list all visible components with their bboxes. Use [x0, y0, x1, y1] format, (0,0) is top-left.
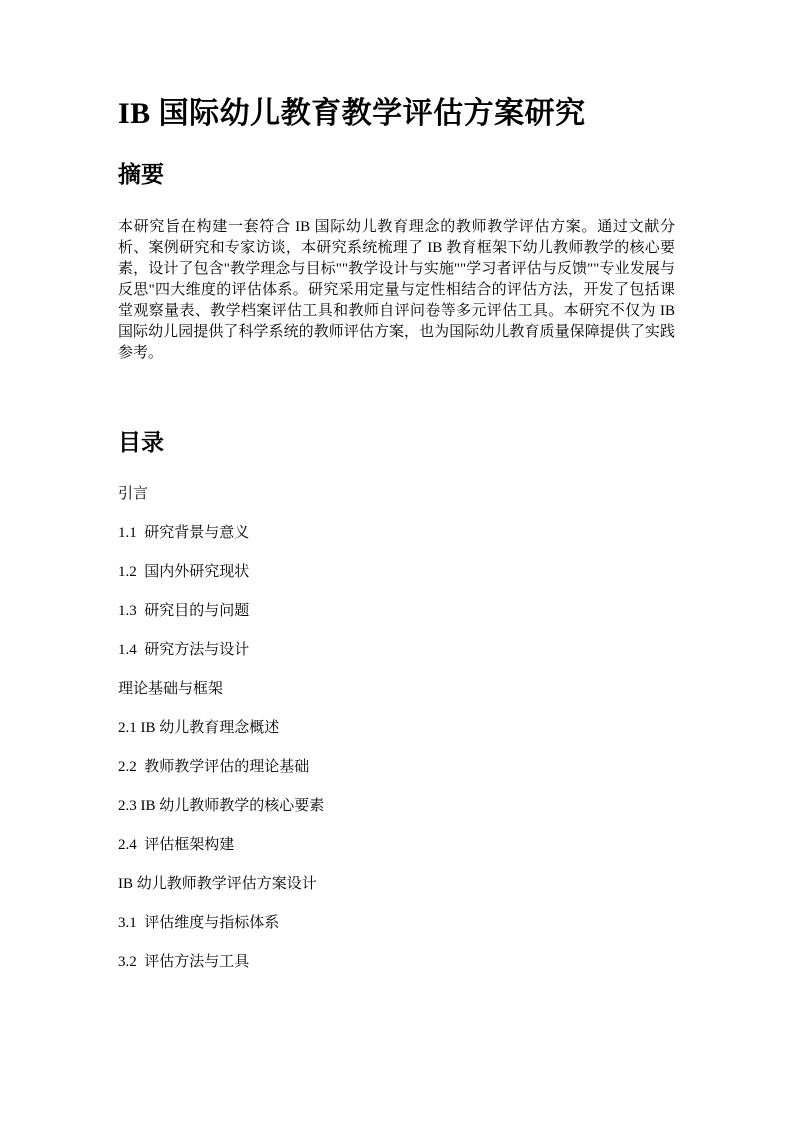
document-title: IB 国际幼儿教育教学评估方案研究	[118, 97, 586, 130]
toc-entry: 3.2 评估方法与工具	[118, 954, 250, 970]
toc-entry: 引言	[118, 486, 149, 502]
toc-entry: 理论基础与框架	[118, 681, 224, 697]
toc-entry: 2.4 评估框架构建	[118, 837, 235, 853]
toc-entry: 1.2 国内外研究现状	[118, 564, 250, 580]
toc-entry: 1.1 研究背景与意义	[118, 525, 250, 541]
toc-entry: IB 幼儿教师教学评估方案设计	[118, 876, 317, 892]
abstract-text: 本研究旨在构建一套符合 IB 国际幼儿教育理念的教师教学评估方案。通过文献分析、案例研究和专家访谈，本研究系统梳理了 IB 教育框架下幼儿教师教学的核心要素，设计了包含"教学理念与目标""教学设计与实施""学习者评估与反馈""专业发展与反思"四大维度的评估体系。研究采用定量与定性相结合的评估方法，开发了包括课堂观察量表、教学档案评估工具和教师自评问卷等多元评估工具。本研究不仅为 IB 国际幼儿园提供了科学系统的教师评估方案，也为国际幼儿教育质量保障提供了实践参考。	[118, 219, 675, 361]
toc-entry: 1.3 研究目的与问题	[118, 603, 250, 619]
toc-entry: 2.2 教师教学评估的理论基础	[118, 759, 310, 775]
toc-entry: 2.1 IB 幼儿教育理念概述	[118, 720, 280, 736]
toc-entry: 2.3 IB 幼儿教师教学的核心要素	[118, 798, 325, 814]
abstract-heading: 摘要	[118, 162, 164, 187]
toc-entry: 1.4 研究方法与设计	[118, 642, 250, 658]
toc-heading: 目录	[118, 430, 164, 455]
toc-entry: 3.1 评估维度与指标体系	[118, 915, 280, 931]
toc-list	[118, 484, 675, 973]
